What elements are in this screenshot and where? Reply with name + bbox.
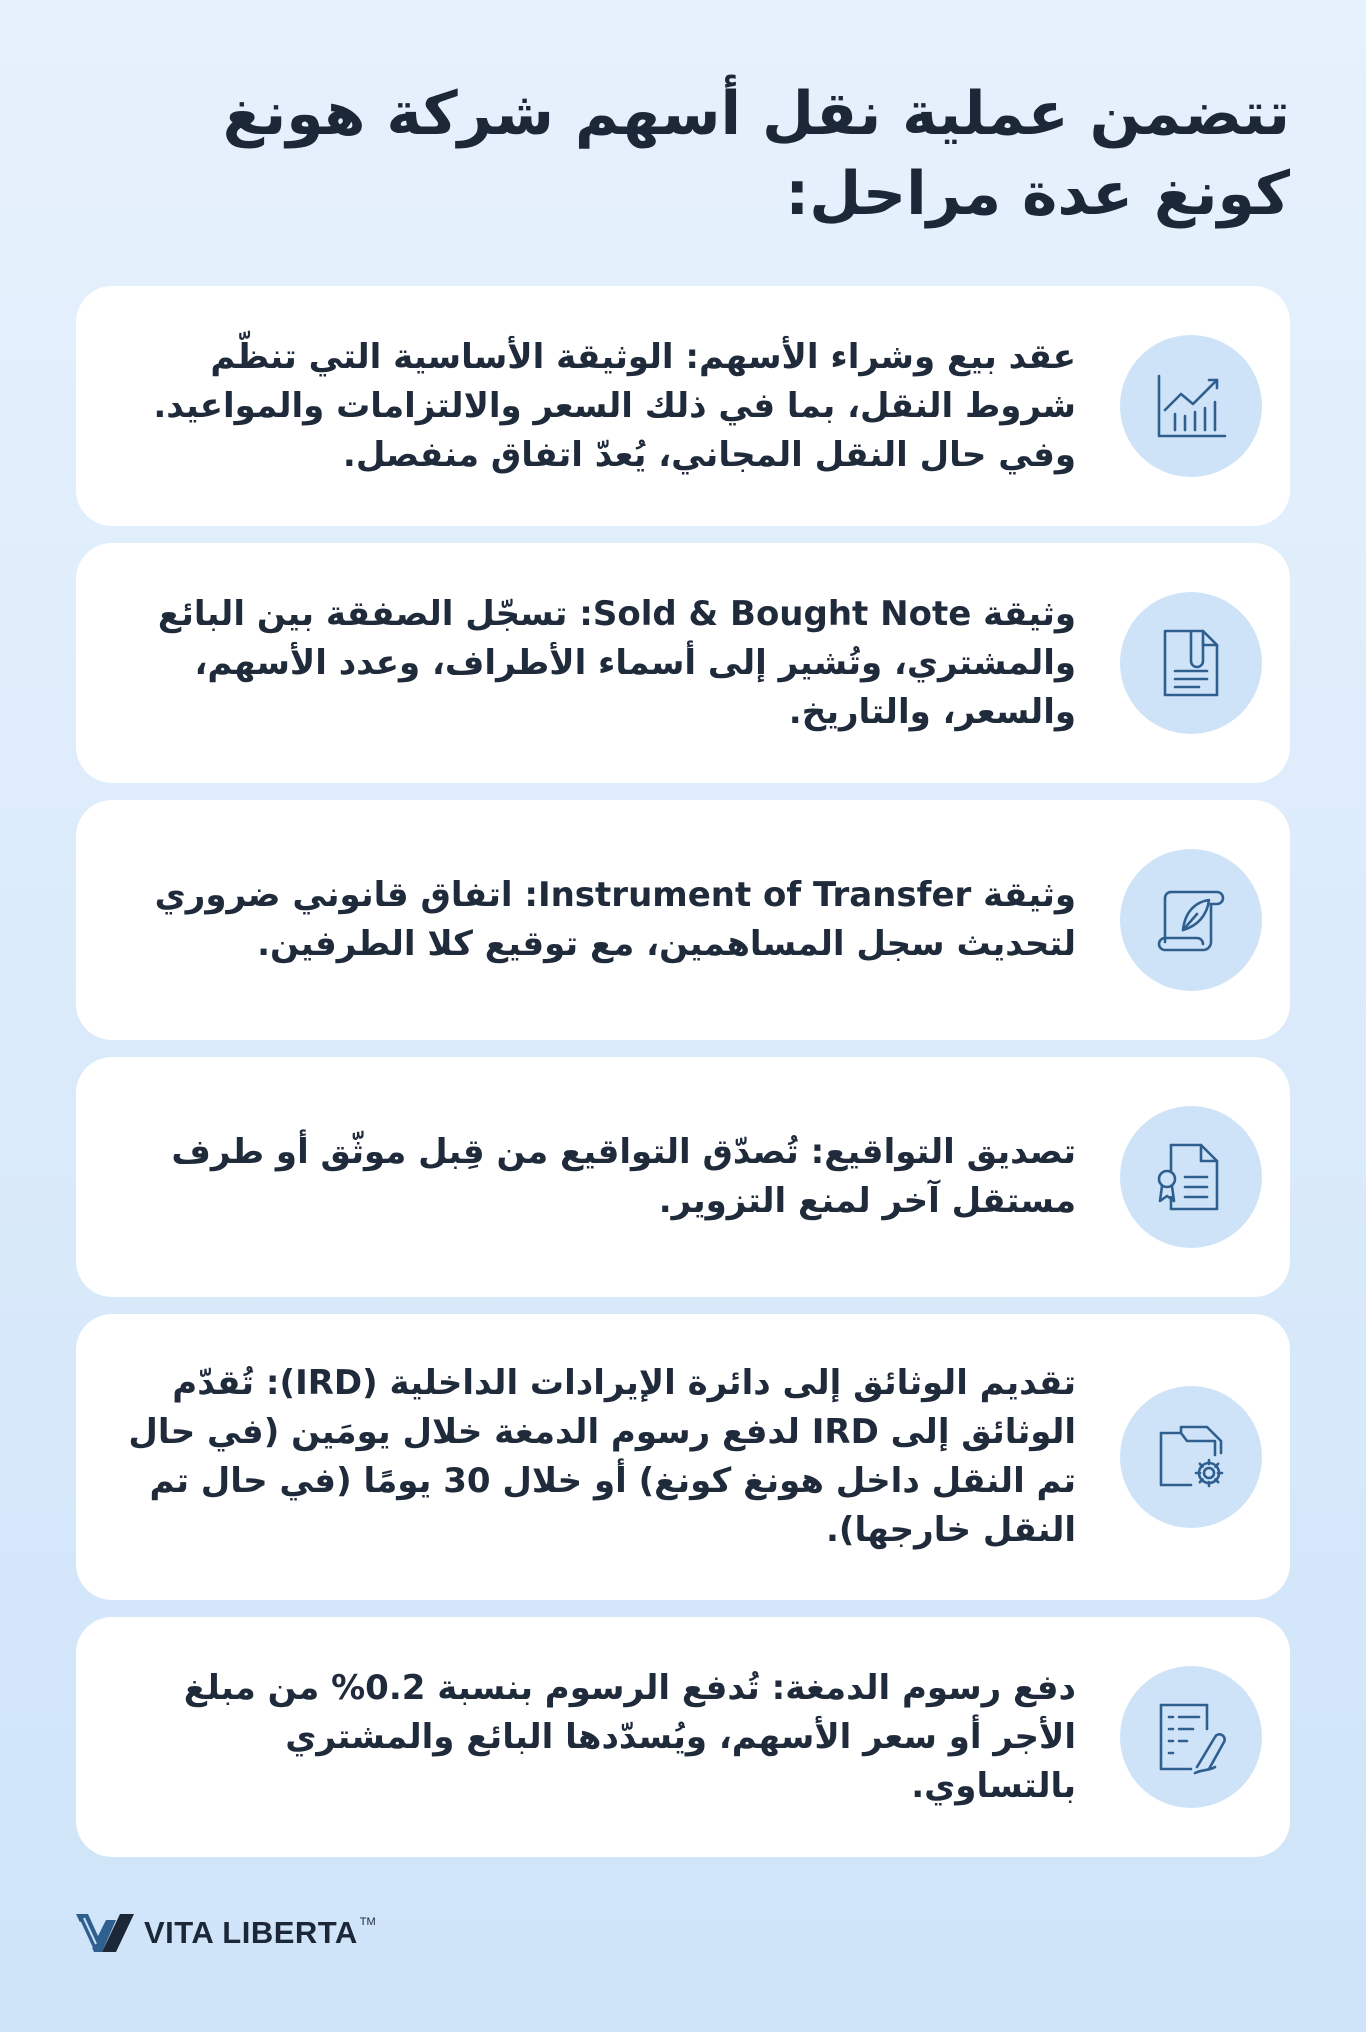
step-text: تصديق التواقيع: تُصدّق التواقيع من قِبل موثّق أو طرف مستقل آخر لمنع التزوير. <box>171 1132 1076 1221</box>
step-card-sold-bought-note <box>76 543 1290 783</box>
step-card-sale-agreement <box>76 286 1290 526</box>
step-icon-badge <box>1120 1106 1262 1248</box>
step-icon-badge <box>1120 335 1262 477</box>
step-card-ird-submission <box>76 1314 1290 1600</box>
step-card-stamp-duty <box>76 1617 1290 1857</box>
certificate-document-icon <box>1151 1137 1231 1217</box>
step-icon-badge <box>1120 592 1262 734</box>
trademark-mark: TM <box>359 1916 376 1928</box>
page-title: تتضمن عملية نقل أسهم شركة هونغ كونغ عدة مراحل: <box>222 79 1290 229</box>
step-icon-badge <box>1120 849 1262 991</box>
step-text: وثيقة Instrument of Transfer: اتفاق قانوني ضروري لتحديث سجل المساهمين، مع توقيع كلا الطرفين. <box>154 875 1076 964</box>
steps-list <box>76 286 1290 1874</box>
step-card-instrument-of-transfer <box>76 800 1290 1040</box>
folder-gear-icon <box>1151 1417 1231 1497</box>
step-text: دفع رسوم الدمغة: تُدفع الرسوم بنسبة 0.2% من مبلغ الأجر أو سعر الأسهم، ويُسدّدها البائع والمشتري بالتساوي. <box>183 1667 1076 1806</box>
step-text: عقد بيع وشراء الأسهم: الوثيقة الأساسية التي تنظّم شروط النقل، بما في ذلك السعر والالتزامات والمواعيد. وفي حال النقل المجاني، يُعدّ اتفاق منفصل. <box>153 336 1076 475</box>
step-text: تقديم الوثائق إلى دائرة الإيرادات الداخلية (IRD): تُقدّم الوثائق إلى IRD لدفع رسوم الدمغة خلال يومَين (في حال تم النقل داخل هونغ كونغ) أو خلال 30 يومًا (في حال تم النقل خارجها). <box>128 1363 1076 1550</box>
logo-text: VITA LIBERTA <box>144 1915 358 1950</box>
bar-chart-icon <box>1151 366 1231 446</box>
vita-liberta-logo <box>76 1912 376 1954</box>
step-icon-badge <box>1120 1666 1262 1808</box>
document-clip-icon <box>1151 623 1231 703</box>
form-signature-icon <box>1151 1697 1231 1777</box>
step-icon-badge <box>1120 1386 1262 1528</box>
step-text: وثيقة Sold & Bought Note: تسجّل الصفقة بين البائع والمشتري، وتُشير إلى أسماء الأطراف، وعدد الأسهم، والسعر، والتاريخ. <box>157 593 1076 732</box>
vita-liberta-mark-icon <box>76 1912 134 1954</box>
step-card-signature-certification <box>76 1057 1290 1297</box>
scroll-quill-icon <box>1151 880 1231 960</box>
